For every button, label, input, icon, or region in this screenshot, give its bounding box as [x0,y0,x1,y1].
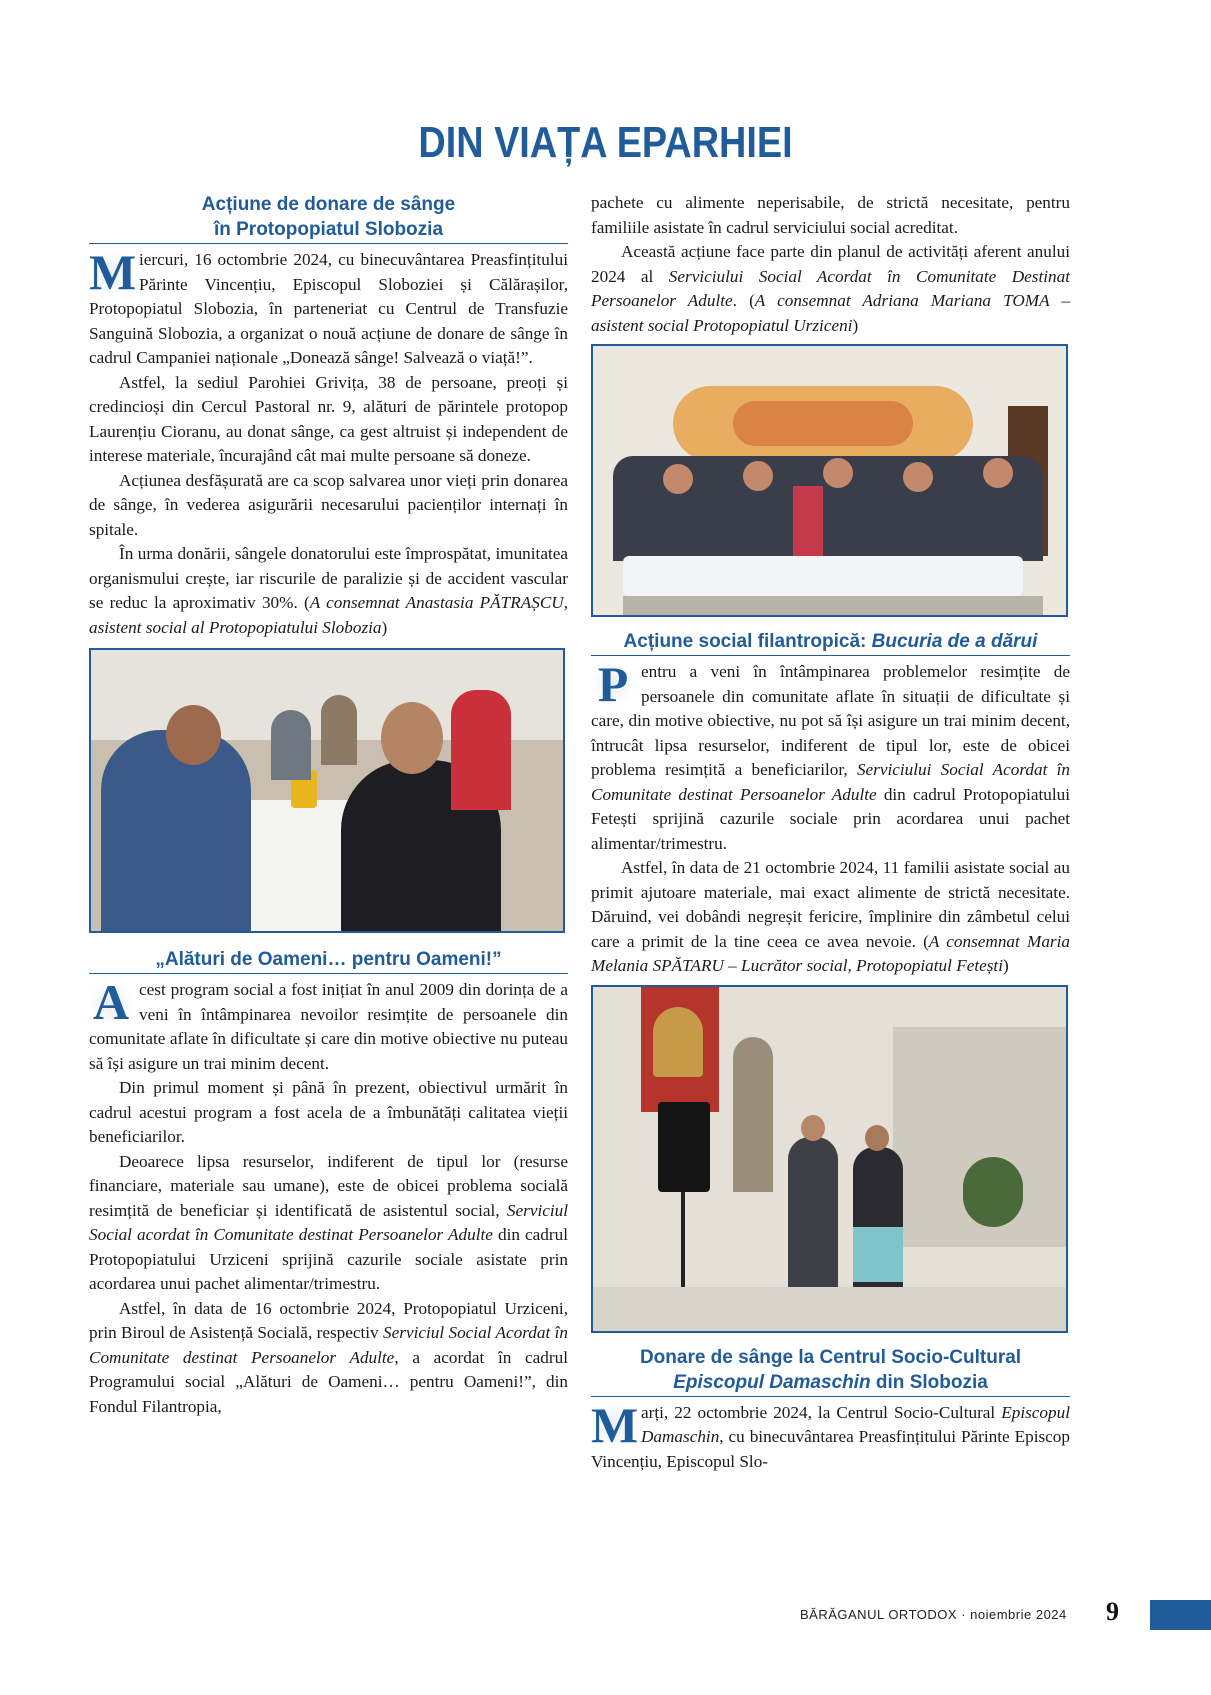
article3-paragraph [591,856,1070,979]
footer-publication [800,1607,1067,1622]
paragraph-text: din cadrul Protopopiatului Fetești sprijină cazurile sociale prin acordarea unui pachet alimentar/trimestru. [591,784,1070,853]
article2-paragraph [89,1150,568,1297]
paragraph-text: În urma donării, sângele donatorului este împrospătat, imunitatea organismului crește, iar riscurile de paralizie și de accident vascular se reduc la aproximativ 30%. ( [89,544,568,612]
paragraph-text: , cu binecuvântarea Preasfințitului Părinte Episcop Vincențiu, Episcopul Slo- [591,1427,1070,1471]
paragraph-text: ) [381,617,388,637]
footer-separator: · [957,1607,971,1622]
issue-date: noiembrie 2024 [970,1607,1067,1622]
article1-title-line2: în Protopopiatul Slobozia [213,219,444,240]
service-name: Serviciul Social acordat în Comunitate destinat Persoanelor Adulte [89,1200,568,1244]
article2-paragraph [591,240,1070,338]
author-credit: A consemnat Maria Melania SPĂTARU – Lucrător social, Protopopiatul Fetești [591,931,1070,975]
dropcap-letter: P [591,662,635,708]
article2-title: „Alături de Oameni… pentru Oameni!” [89,947,568,974]
article3-paragraph [591,656,1070,856]
paragraph-text: entru a veni în întâmpinarea problemelor resimțite de persoanele din comunitate aflate în situații de dificultate și care, din motive obiective, nu pot să își asigure un trai minim decent, întrucât lipsa resurselor, indiferent de tipul lor, este de obicei problema resimțită a beneficiarilor, [591,662,1070,779]
dropcap-letter: M [591,1396,639,1453]
photo-food-packages-group [591,344,1068,617]
paragraph-text: Astfel, în data de 16 octombrie 2024, Protopopiatul Urziceni, prin Biroul de Asistență Socială, respectiv [89,1298,568,1342]
paragraph-text: din cadrul Protopopiatului Urziceni sprijină cazurile sociale asistate prin acordarea unui pachet alimentar/trimestru. [89,1225,568,1293]
photo-beneficiaries-hall [591,985,1068,1333]
article1-paragraph [89,542,568,640]
article1-title-line1: Acțiune de donare de sânge [201,194,456,215]
paragraph-text: . ( [732,291,755,310]
paragraph-text: iercuri, 16 octombrie 2024, cu binecuvântarea Preasfințitului Părinte Vincențiu, Episcopul Sloboziei și Călărașilor, Protopopiatul Slobozia, în parteneriat cu Centrul de Transfuzie Sanguină Slobozia, a organizat o nouă acțiune de donare de sânge în cadrul Campaniei naționale „Donează sânge! Salvează o viață!”. [89,250,568,367]
paragraph-text: Astfel, în data de 21 octombrie 2024, 11 familii asistate social au primit ajutoare materiale, mai exact alimente de strictă necesitate. Dăruind, vei dobândi negreșit fericire, împlinire din zâmbetul celui care a primit de la tine ceea ce avea nevoie. ( [591,858,1070,951]
article2-paragraph [89,974,568,1076]
article4-title-italic: Episcopul Damaschin [673,1371,871,1393]
paragraph-text: , a acordat în cadrul Programului social „Alături de Oameni… pentru Oameni!”, din Fondul Filantropia, [89,1347,568,1416]
service-name: Serviciului Social Acordat în Comunitate destinat Persoanelor Adulte [591,760,1070,804]
paragraph-text: ) [1003,956,1009,975]
place-name: Episcopul Damaschin [641,1402,1070,1446]
author-credit: A consemnat Anastasia PĂTRAȘCU, asistent social al Protopopiatului Slobozia [89,593,568,637]
paragraph-text: ) [852,315,859,335]
article1-paragraph [89,244,568,371]
article1-paragraph: Acțiunea desfășurată are ca scop salvarea unor vieți prin donarea de sânge, în vederea asigurării necesarului pacienților internați în spitale. [89,470,568,539]
dropcap-letter: M [89,244,137,300]
article4-paragraph [591,1396,1070,1475]
paragraph-text: Deoarece lipsa resurselor, indiferent de tipul lor (resurse financiare, materiale sau umane), este de obicei problema socială resimțită de beneficiar și identificată de asistentul social, [89,1151,568,1220]
right-column [591,191,1070,1474]
article3-title-text: Acțiune social filantropică: [623,631,872,652]
article1-paragraph: Astfel, la sediul Parohiei Grivița, 38 de persoane, preoți și credincioși din Cercul Pastoral nr. 9, alături de părintele protopop Laurențiu Cioranu, au donat sânge, ca gest altruist și independent de interese materiale, încurajând cât mai multe persoane să doneze. [89,372,568,465]
dropcap-letter: A [89,980,133,1026]
article3-title-italic: Bucuria de a dărui [871,631,1038,652]
paragraph-text: cest program social a fost inițiat în anul 2009 din dorința de a veni în întâmpinarea nevoilor resimțite de persoanele din comunitate aflate în dificultate și care din motive obiective nu puteau să își asigure un trai minim decent. [89,980,568,1073]
article4-title-line1: Donare de sânge la Centrul Socio-Cultural [639,1346,1022,1368]
service-name: Serviciului Social Acordat în Comunitate Destinat Persoanelor Adulte [591,266,1070,310]
left-column [89,192,568,1419]
section-title: DIN VIAȚA EPARHIEI [418,118,793,167]
article1-title [89,192,568,244]
photo-blood-donation [89,648,565,933]
article4-title-line2 [591,1370,1070,1395]
article3-title [591,629,1070,656]
article4-title-text: din Slobozia [870,1371,988,1393]
article2-paragraph-continued: pachete cu alimente neperisabile, de strictă necesitate, pentru familiile asistate în cadrul serviciului social acreditat. [591,193,1070,237]
paragraph-text: arți, 22 octombrie 2024, la Centrul Socio-Cultural [641,1402,1002,1422]
article4-title [591,1345,1070,1397]
author-credit: A consemnat Adriana Mariana TOMA – asistent social Protopopiatul Urziceni [591,291,1071,335]
page-number: 9 [1106,1597,1119,1626]
paragraph-text: Această acțiune face parte din planul de activități aferent anului 2024 al [591,242,1070,286]
page-accent-bar [1150,1600,1211,1630]
publication-name: BĂRĂGANUL ORTODOX [800,1607,958,1622]
article2-paragraph [89,1297,568,1420]
article2-paragraph: Din primul moment și până în prezent, obiectivul urmărit în cadrul acestui program a fost acela de a îmbunătăți calitatea vieții beneficiarilor. [89,1078,568,1146]
service-name: Serviciul Social Acordat în Comunitate destinat Persoanelor Adulte [89,1323,568,1367]
